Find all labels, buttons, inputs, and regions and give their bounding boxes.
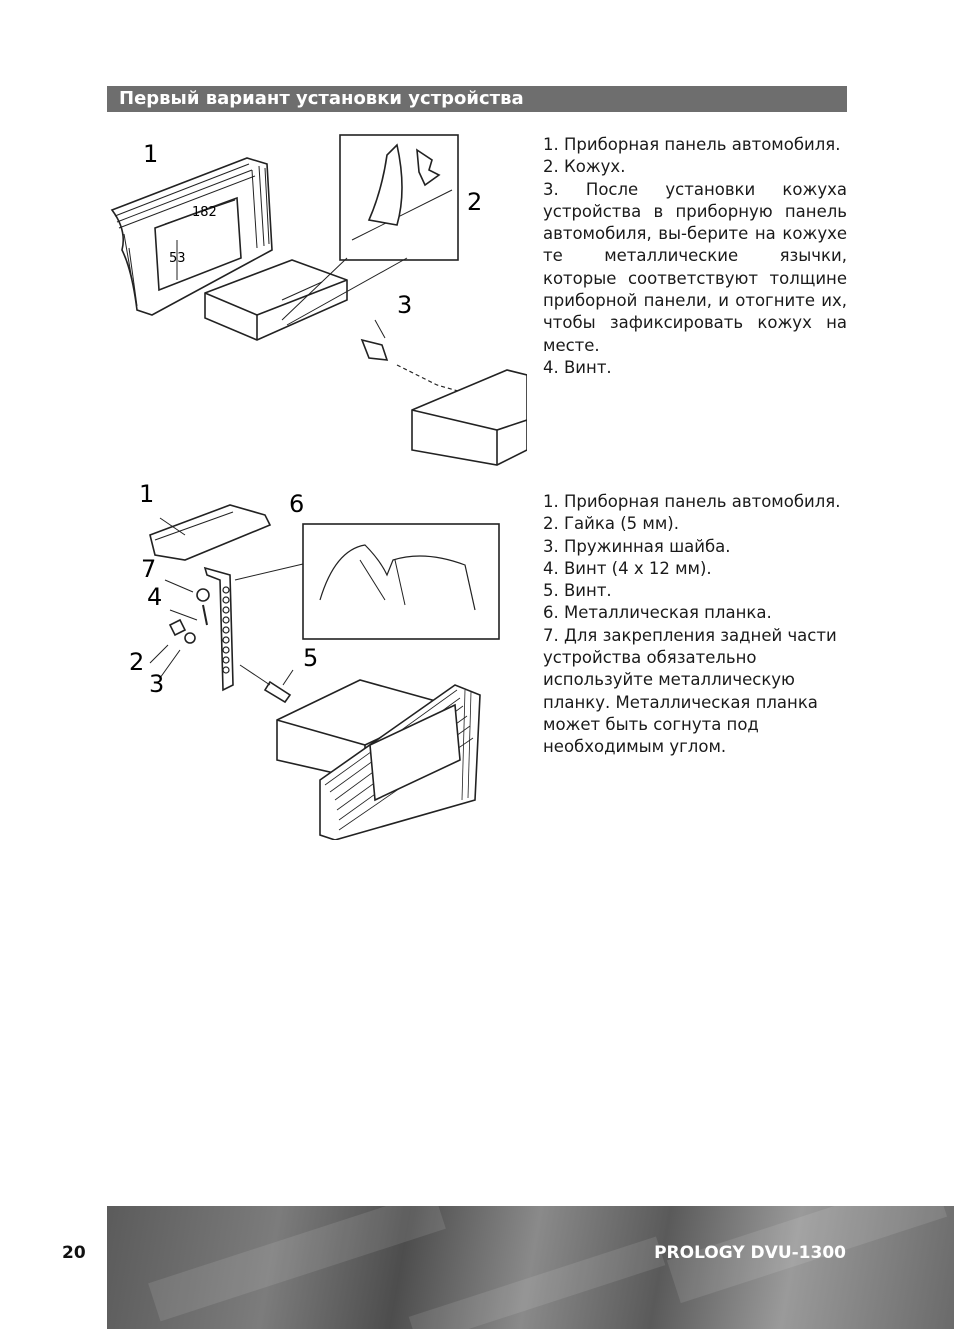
instruction-item: 2. Кожух. (543, 157, 626, 177)
installation-figure-2 (125, 480, 505, 840)
instructions-block-2 (543, 491, 847, 759)
callout-5: 5 (303, 644, 319, 672)
instruction-item: 4. Винт. (543, 357, 612, 377)
callout-1: 1 (139, 480, 155, 508)
callout-4: 4 (147, 583, 163, 611)
instruction-item: 7. Для закрепления задней части устройства обязательно используйте металлическую планку. Металлическая планка может быть согнута под необходимым углом. (543, 625, 837, 757)
instruction-item: 6. Металлическая планка. (543, 603, 772, 623)
instruction-item: 1. Приборная панель автомобиля. (543, 135, 841, 154)
callout-2: 2 (467, 188, 483, 216)
instruction-item: 3. Пружинная шайба. (543, 536, 731, 556)
width-dimension: 182 (192, 205, 217, 220)
callout-2: 2 (129, 648, 145, 676)
product-name: PROLOGY DVU-1300 (654, 1243, 846, 1263)
section-title: Первый вариант установки устройства (107, 86, 847, 112)
instruction-item: 2. Гайка (5 мм). (543, 514, 679, 534)
installation-figure-1 (107, 130, 527, 470)
callout-6: 6 (289, 490, 305, 518)
instruction-item: 5. Винт. (543, 581, 612, 601)
callout-7: 7 (141, 555, 157, 583)
callout-3: 3 (397, 291, 413, 319)
page-number: 20 (62, 1243, 86, 1263)
instruction-item: 3. После установки кожуха устройства в приборную панель автомобиля, вы-берите на кожухе те металлические язычки, которые соответствуют толщине приборной панели, и отогните их, чтобы зафиксировать кожух на месте. (543, 179, 847, 355)
instruction-item: 1. Приборная панель автомобиля. (543, 492, 841, 511)
callout-1: 1 (143, 140, 159, 168)
callout-3: 3 (149, 670, 165, 698)
instructions-block-1 (543, 134, 847, 379)
height-dimension: 53 (169, 251, 186, 266)
instruction-item: 4. Винт (4 x 12 мм). (543, 558, 712, 578)
footer-banner (107, 1206, 954, 1329)
